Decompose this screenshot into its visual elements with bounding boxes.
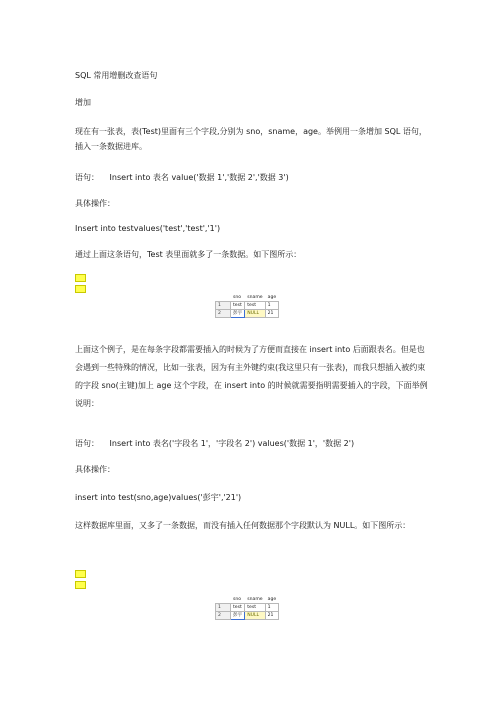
result-table-2 xyxy=(215,595,279,620)
statement-1-code: Insert into 表名 value('数据 1','数据 2','数据 3') xyxy=(109,173,289,182)
table-corner xyxy=(216,596,231,604)
paragraph-2: 上面这个例子，是在每条字段都需要插入的时候为了方便而直接在 insert into 后面跟表名。但是也会遇到一些特殊的情况，比如一张表，因为有主外键约束(我这里只有一张表)，而我只想插入被约束的字段 sno(主键)加上 age 这个字段，在 insert into 的时候就需要指明需要插入的字段，下面举例说明： xyxy=(75,345,428,408)
table-cell: 21 xyxy=(265,612,279,620)
table-header-row xyxy=(216,294,279,302)
result-1-text: 通过上面这条语句，Test 表里面就多了一条数据。如下图所示： xyxy=(75,250,302,259)
statement-2-code: Insert into 表名('字段名 1'，'字段名 2') values('数据 1'，'数据 2') xyxy=(109,439,355,448)
intro-paragraph: 现在有一张表，表(Test)里面有三个字段,分别为 sno，sname，age。举例用一条增加 SQL 语句，插入一条数据进库。 xyxy=(75,127,427,151)
table-cell: 彭宇 xyxy=(231,310,245,318)
table-cell: test xyxy=(245,604,265,612)
table-row xyxy=(216,604,279,612)
table-cell: test xyxy=(231,604,245,612)
table-corner xyxy=(216,294,231,302)
table-cell: NULL xyxy=(245,612,265,620)
column-header: sno xyxy=(231,294,245,302)
table-cell: 1 xyxy=(265,604,279,612)
table-cell: NULL xyxy=(245,310,265,318)
table-cell: 彭宇 xyxy=(231,612,245,620)
statement-1-prefix: 语句： xyxy=(75,173,99,182)
doc-title: SQL 常用增删改查语句 xyxy=(75,71,158,80)
operation-1-label: 具体操作： xyxy=(75,199,115,208)
column-header: sname xyxy=(245,596,265,604)
row-number: 2 xyxy=(216,310,231,318)
column-header: sname xyxy=(245,294,265,302)
column-header: age xyxy=(265,596,279,604)
operation-2-label: 具体操作： xyxy=(75,465,115,474)
image-placeholder-icon xyxy=(75,581,86,589)
result-2-text: 这样数据库里面，又多了一条数据，而没有插入任何数据那个字段默认为 NULL。如下图所示： xyxy=(75,521,411,530)
image-placeholder-icon xyxy=(75,285,86,293)
column-header: sno xyxy=(231,596,245,604)
table-cell: test xyxy=(245,302,265,310)
operation-2-code: insert into test(sno,age)values('彭宇','21') xyxy=(75,493,242,502)
table-row xyxy=(216,612,279,620)
table-row xyxy=(216,310,279,318)
column-header: age xyxy=(265,294,279,302)
statement-1 xyxy=(75,172,427,183)
table-cell: 21 xyxy=(265,310,279,318)
result-table-1 xyxy=(215,293,279,318)
operation-1-code: Insert into testvalues('test','test','1') xyxy=(75,224,221,233)
table-row xyxy=(216,302,279,310)
table-cell: 1 xyxy=(265,302,279,310)
row-number: 2 xyxy=(216,612,231,620)
row-number: 1 xyxy=(216,604,231,612)
statement-2-prefix: 语句： xyxy=(75,439,99,448)
table-cell: test xyxy=(231,302,245,310)
statement-2 xyxy=(75,438,427,449)
image-placeholder-icon xyxy=(75,570,86,578)
section-heading: 增加 xyxy=(75,98,91,107)
image-placeholder-icon xyxy=(75,274,86,282)
table-header-row xyxy=(216,596,279,604)
row-number: 1 xyxy=(216,302,231,310)
